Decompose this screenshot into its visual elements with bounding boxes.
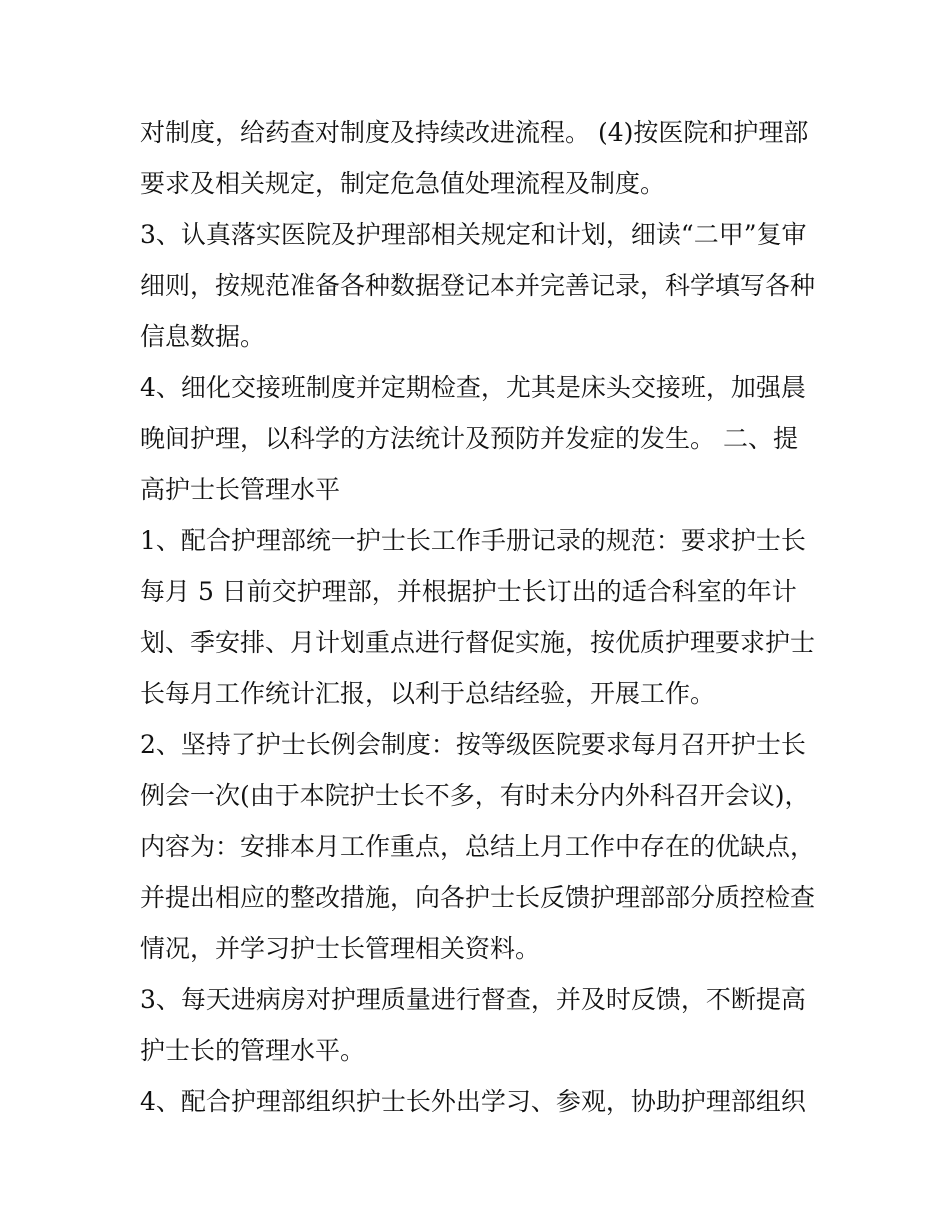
text-line: 4、细化交接班制度并定期检查，尤其是床头交接班，加强晨 xyxy=(140,373,806,402)
text-line: 3、认真落实医院及护理部相关规定和计划，细读“二甲”复审 xyxy=(140,220,807,249)
text-line: 对制度，给药查对制度及持续改进流程。 (4)按医院和护理部 xyxy=(140,118,809,147)
text-line: 长每月工作统计汇报，以利于总结经验，开展工作。 xyxy=(140,679,716,708)
paragraph-item-3-regulations xyxy=(140,209,820,362)
text-line: 细则，按规范准备各种数据登记本并完善记录，科学填写各种 xyxy=(140,271,816,300)
text-line: 划、季安排、月计划重点进行督促实施，按优质护理要求护士 xyxy=(140,628,816,657)
paragraph-item-4-shift-handover xyxy=(140,362,820,515)
document-body xyxy=(140,107,820,1127)
paragraph-item-1-head-nurse-handbook xyxy=(140,515,820,719)
text-line: 每月 5 日前交护理部，并根据护士长订出的适合科室的年计 xyxy=(140,577,797,606)
text-line: 护士长的管理水平。 xyxy=(140,1036,366,1065)
paragraph-checking-systems xyxy=(140,107,820,209)
text-line: 2、坚持了护士长例会制度：按等级医院要求每月召开护士长 xyxy=(140,730,806,759)
text-line: 要求及相关规定，制定危急值处理流程及制度。 xyxy=(140,169,666,198)
text-line: 情况，并学习护士长管理相关资料。 xyxy=(140,934,541,963)
text-line: 4、配合护理部组织护士长外出学习、参观，协助护理部组织 xyxy=(140,1087,806,1116)
text-line: 信息数据。 xyxy=(140,322,266,351)
text-line: 内容为：安排本月工作重点，总结上月工作中存在的优缺点， xyxy=(140,832,816,861)
text-line: 例会一次(由于本院护士长不多，有时未分内外科召开会议)， xyxy=(140,781,810,810)
text-line: 高护士长管理水平 xyxy=(140,475,341,504)
paragraph-item-2-monthly-meeting xyxy=(140,719,820,974)
text-line: 1、配合护理部统一护士长工作手册记录的规范：要求护士长 xyxy=(140,526,806,555)
text-line: 晚间护理，以科学的方法统计及预防并发症的发生。 二、提 xyxy=(140,424,798,453)
text-line: 并提出相应的整改措施，向各护士长反馈护理部部分质控检查 xyxy=(140,883,816,912)
text-line: 3、每天进病房对护理质量进行督查，并及时反馈，不断提高 xyxy=(140,985,806,1014)
paragraph-item-3-ward-inspection xyxy=(140,974,820,1076)
paragraph-item-4-external-study xyxy=(140,1076,820,1127)
